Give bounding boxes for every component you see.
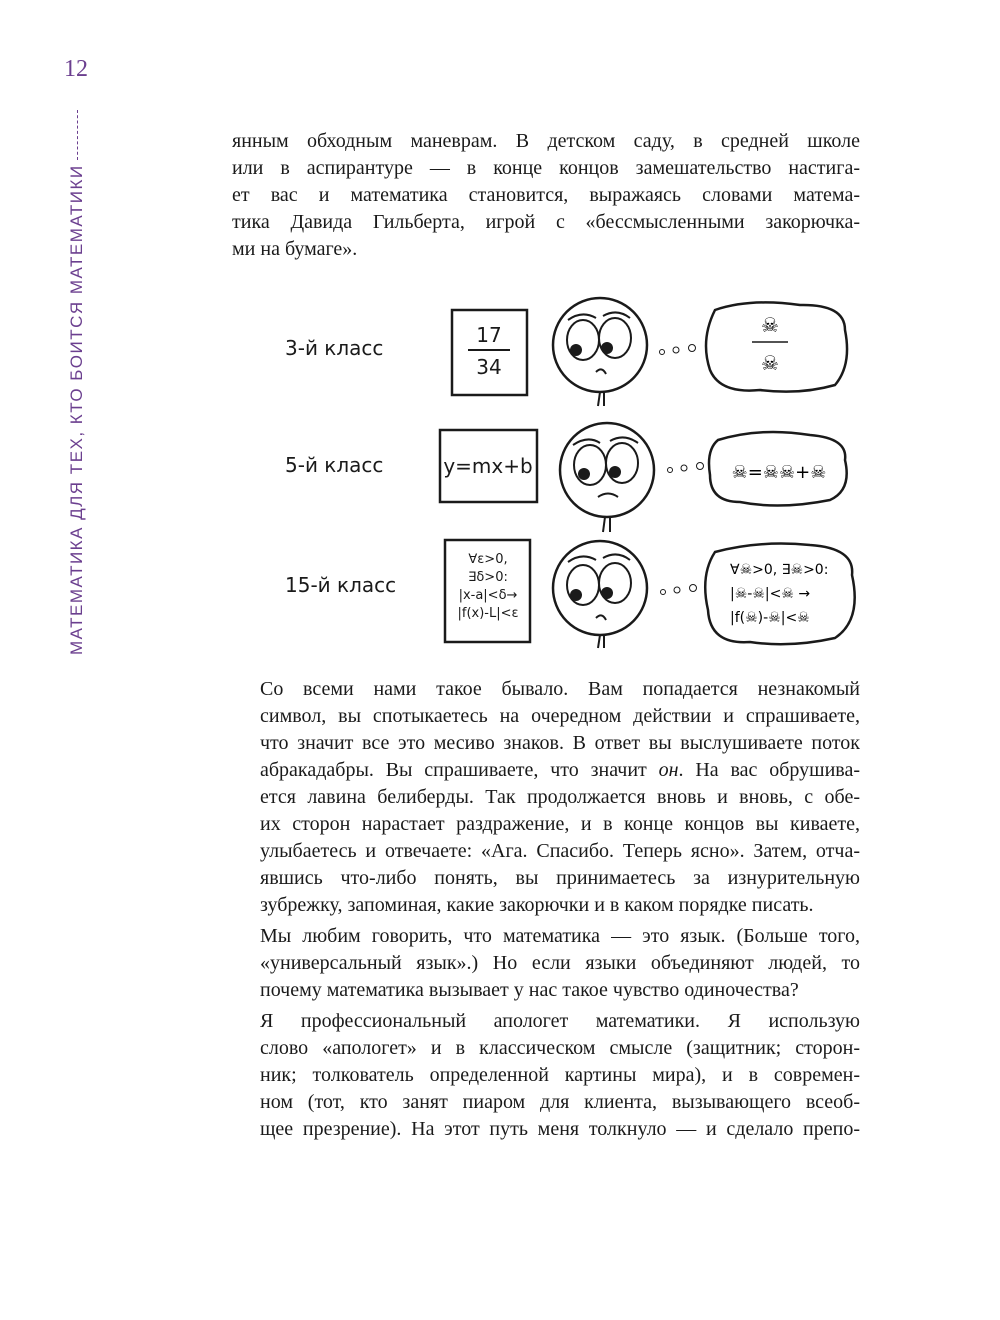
- skull-formula-line: |☠-☠|<☠ →: [730, 586, 811, 602]
- paragraph-top: [232, 128, 860, 263]
- running-head-text: МАТЕМАТИКА ДЛЯ ТЕХ, КТО БОИТСЯ МАТЕМАТИКИ: [67, 164, 86, 655]
- worried-face: [553, 298, 647, 406]
- skull-icon: ☠: [761, 351, 779, 375]
- formula-line: ∀ε>0,: [468, 552, 508, 567]
- text-line: «универсальный язык».) Но если языки объединяют людей, то: [260, 952, 860, 974]
- text-line: ном (тот, кто занят пиаром для клиента, вызывающего всеоб-: [260, 1091, 860, 1113]
- text-line: почему математика вызывает у нас такое чувство одиночества?: [260, 979, 799, 1001]
- skull-formula-line: ∀☠>0, ∃☠>0:: [730, 562, 829, 578]
- text-line: Со всеми нами такое бывало. Вам попадается незнакомый: [260, 678, 860, 700]
- text-line: или в аспирантуре — в конце концов замешательство настига-: [232, 157, 860, 179]
- text-line: явшись что-либо понять, вы принимаетесь за изнурительную: [260, 867, 860, 889]
- body-text: [232, 676, 860, 1143]
- text-line: символ, вы спотыкаетесь на очередном действии и спрашиваете,: [260, 705, 860, 727]
- page-number: 12: [64, 56, 88, 82]
- formula-line: |x-a|<δ→: [458, 588, 518, 603]
- text-line: зубрежку, запоминая, какие закорючки и в каком порядке писать.: [260, 894, 814, 916]
- text-line: янным обходным маневрам. В детском саду, в средней школе: [232, 130, 860, 152]
- worried-face: [560, 423, 654, 532]
- text-line: улыбаетесь и отвечаете: «Ага. Спасибо. Теперь ясно». Затем, отча-: [260, 840, 860, 862]
- text-line: ется лавина белиберды. Так продолжается вновь и вновь, с обе-: [260, 786, 860, 808]
- text-line: ет вас и математика становится, выражаясь словами матема-: [232, 184, 860, 206]
- text-line: что значит все это месиво знаков. В ответ вы выслушиваете поток: [260, 732, 860, 754]
- formula-denominator: 34: [476, 355, 502, 379]
- text-line: тика Давида Гильберта, игрой с «бессмысленными закорючка-: [232, 211, 860, 233]
- formula-line: y=mx+b: [443, 454, 533, 478]
- text-line: Мы любим говорить, что математика — это язык. (Больше того,: [260, 925, 860, 947]
- text-line: ник; толкователь определенной картины мира), и в современ-: [260, 1064, 860, 1086]
- grade-label-15: 15-й класс: [285, 573, 397, 597]
- text-line: слово «апологет» и в классическом смысле (защитник; сторон-: [260, 1037, 860, 1059]
- cartoon-illustration: [270, 290, 870, 665]
- paragraph-4: [232, 1008, 860, 1143]
- skull-icon: ☠: [761, 313, 779, 337]
- formula-line: ∃δ>0:: [468, 570, 508, 585]
- emphasis: он: [658, 759, 679, 781]
- skull-equation: ☠=☠☠+☠: [731, 462, 827, 483]
- text-line: их сторон нарастает раздражение, и в конце концов вы киваете,: [260, 813, 860, 835]
- text-line: ми на бумаге».: [232, 238, 358, 260]
- skull-formula-line: |f(☠)-☠|<☠: [730, 610, 810, 626]
- formula-line: |f(x)-L|<ε: [457, 606, 519, 621]
- text-line: щее презрение). На этот путь меня толкнуло — и сделало препо-: [260, 1118, 860, 1140]
- text-line: абракадабры. Вы спрашиваете, что значит он. На вас обрушива-: [260, 759, 860, 781]
- running-head-dashes: [77, 110, 78, 160]
- grade-label-3: 3-й класс: [285, 336, 384, 360]
- paragraph-2: [232, 676, 860, 919]
- formula-numerator: 17: [476, 323, 502, 347]
- text-line: Я профессиональный апологет математики. Я использую: [260, 1010, 860, 1032]
- grade-label-5: 5-й класс: [285, 453, 384, 477]
- running-head: [67, 110, 87, 655]
- worried-face: [553, 541, 647, 648]
- paragraph-3: [232, 923, 860, 1004]
